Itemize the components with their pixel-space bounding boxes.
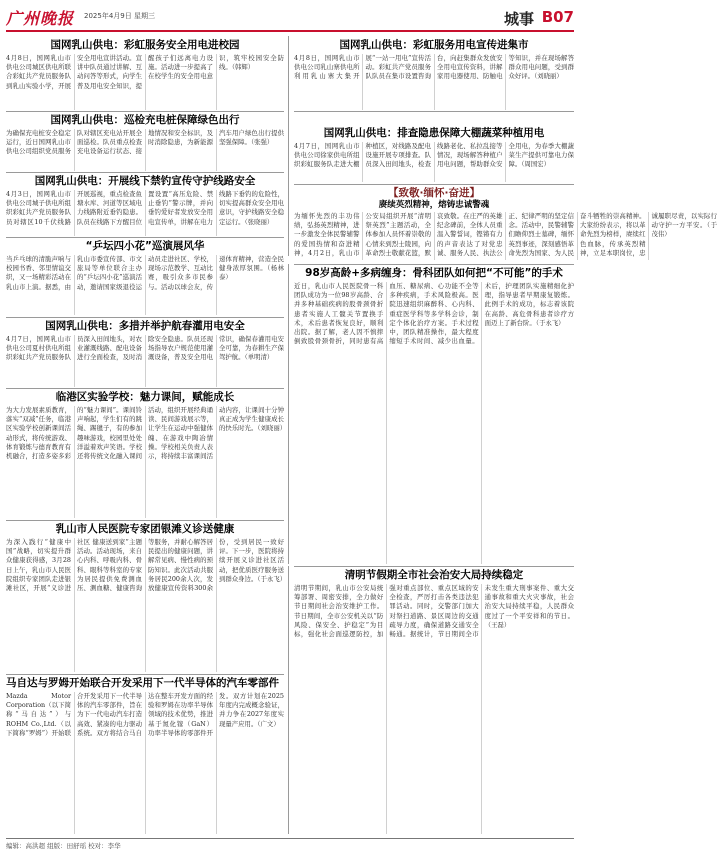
article-subhead: 赓续英烈精神，熔铸忠诚警魂 bbox=[378, 200, 490, 210]
article-body: 为确保充电桩安全稳定运行，近日国网乳山市供电公司组织党员服务队对辖区充电站开展全面巡检。队员重点检查充电设备运行状态、接地情况和安全标识，及时消除隐患，为新能源汽车用户绿色出行提供坚强保障。（张强） bbox=[6, 129, 284, 156]
article-no-fishing bbox=[6, 174, 284, 236]
article-charging-pile bbox=[6, 113, 284, 171]
page-number: B07 bbox=[541, 8, 574, 26]
article-headline: 清明节假期全市社会治安大局持续稳定 bbox=[344, 569, 524, 581]
editor-credits: 编辑：高洪超 组版：田舒瑶 校对：李华 bbox=[6, 842, 121, 850]
article-headline: 临港区实验学校：魅力课间，赋能成长 bbox=[55, 391, 235, 403]
article-martyrs-tribute bbox=[294, 186, 717, 262]
rule bbox=[6, 520, 284, 521]
rule bbox=[6, 111, 284, 112]
article-market-publicity bbox=[294, 38, 574, 110]
article-headline: “乒坛四小花”巡演展风华 bbox=[85, 240, 205, 252]
article-body: 4月7日，国网乳山市供电公司徐家供电所组织彩虹服务队走进大棚种植区，对线路及配电设施开展专项排查。队员深入田间地头，检查线路老化、私拉乱接等情况，现场解答种植户用电问题，帮助群众安全用电，为春季大棚蔬菜生产提供可靠电力保障。（周国宏） bbox=[294, 142, 574, 169]
newspaper-logo: 广州晚报 bbox=[6, 9, 75, 28]
article-headline: 国网乳山供电：彩虹服务安全用电进校园 bbox=[50, 39, 240, 51]
article-body: 为大力发展素质教育，落实“双减”任务，临港区实验学校创新课间活动形式，将传统游戏、体育锻炼与德育教育有机融合，打造多姿多彩的“魅力课间”。课间铃声响起，学生们有的跳绳、踢毽子，有的参加趣味游戏，校园里处处洋溢着欢声笑语。学校还将传统文化融入课间活动，组织开展经典诵读、民间游戏展示等，让学生在运动中强健体魄、在游戏中陶冶情操。学校相关负责人表示，将持续丰富课间活动内容，让课间十分钟真正成为学生健康成长的快乐时光。（刘晓丽） bbox=[6, 406, 287, 461]
rule bbox=[6, 317, 284, 318]
article-headline: 国网乳山供电：彩虹服务用电宣传进集市 bbox=[339, 39, 529, 51]
rule bbox=[294, 264, 574, 265]
article-body: 为缅怀先烈的丰功伟绩，弘扬英烈精神，进一步激发全体民警辅警的爱国热情和奋进精神，4月2日，乳山市公安局组织开展“清明祭英烈”主题活动，全体参加人员怀着崇敬的心情来到烈士陵园，向革命烈士敬献花篮，默哀致敬。在庄严的英雄纪念碑前，全体人员重温入警誓词，铿锵有力的声音表达了对党忠诚、服务人民、执法公正、纪律严明的坚定信念。活动中，民警辅警们瞻仰烈士墓碑，缅怀英烈事迹，深刻感悟革命先烈为国家、为人民奋斗牺牲的崇高精神。大家纷纷表示，将以革命先烈为榜样，赓续红色血脉，传承英烈精神，立足本职岗位，忠诚履职尽责，以实际行动守护一方平安。（于茂伟） bbox=[294, 212, 717, 257]
page-footer bbox=[6, 838, 574, 850]
article-body: 4月3日，国网乳山市供电公司城子供电所组织彩虹共产党员服务队员对辖区10千伏线路开展巡视，重点检查鱼塘水库、河道等区域电力线路附近垂钓隐患。队员在线路下方醒目位置设置“高压危险、禁止垂钓”警示牌，并向垂钓爱好者发放安全用电宣传单，讲解在电力线路下垂钓的危险性，切实提高群众安全用电意识，守护线路安全稳定运行。（张晓丽） bbox=[6, 190, 284, 226]
article-body: Mazda Motor Corporation（以下简称“马自达”）与ROHM Co.,Ltd.（以下简称“罗姆”）开始联合开发采用下一代半导体的汽车零部件，旨在为下一代电动汽车打造高效、紧凑的电力驱动系统。双方将结合马自达在整车开发方面的经验和罗姆在功率半导体领域的技术优势，推进基于氮化镓（GaN）功率半导体的零部件开发。双方计划在2025年度内完成概念验证，并力争在2027年度实现量产应用。（广文） bbox=[6, 692, 284, 737]
article-headline: 乳山市人民医院专家团银滩义诊送健康 bbox=[55, 523, 235, 535]
section-name: 城事 bbox=[503, 10, 534, 28]
rule bbox=[6, 172, 284, 173]
article-greenhouse bbox=[294, 126, 574, 182]
issue-date: 2025年4月9日 星期三 bbox=[84, 12, 155, 20]
article-body: 近日，乳山市人民医院骨一科团队成功为一位98岁高龄、合并多种基础疾病的股骨颈骨折患者实施人工髋关节置换手术，术后患者恢复良好，顺利出院。据了解，老人因不慎摔倒致股骨颈骨折，同时患有高血压、糖尿病、心功能不全等多种疾病，手术风险极高。医院迅速组织麻醉科、心内科、重症医学科等多学科会诊，制定个体化治疗方案。手术过程中，团队精准操作，最大程度缩短手术时间、减少出血量。术后，护理团队实施精细化护理，指导患者早期康复锻炼。此例手术的成功，标志着该院在高龄、高危骨科患者诊疗方面迈上了新台阶。（于永飞） bbox=[294, 282, 574, 346]
column-divider bbox=[288, 264, 289, 564]
rule bbox=[294, 111, 574, 112]
column-divider bbox=[288, 36, 289, 256]
article-body: 4月8日，国网乳山市供电公司乳山寨供电所利用乳山寨大集开展“一站一用电”宣传活动。彩虹共产党员服务队队员在集市设置咨询台，向赶集群众发放安全用电宣传资料，讲解家用电器使用、防触电等知识，并在现场解答群众用电问题，受到群众好评。（刘晓丽） bbox=[294, 54, 574, 81]
article-headline: 98岁高龄+多病缠身：骨科团队如何把“不可能”的手术 bbox=[305, 267, 563, 279]
article-body: 4月8日，国网乳山市供电公司城区供电所联合彩虹共产党员服务队到乳山实验小学，开展安全用电宣讲活动。宣讲中队员通过讲解、互动问答等形式，向学生普及用电安全知识，提醒孩子们远离电力设施。活动进一步提高了在校学生的安全用电意识，筑牢校园安全防线。（韩辉） bbox=[6, 54, 284, 90]
article-body: 4月7日，国网乳山市供电公司夏村供电所组织彩虹共产党员服务队员深入田间地头，对农业灌溉线路、配电设备进行全面检查，及时消除安全隐患。队员还现场指导农户规范使用灌溉设备，普及安全用电常识，确保春灌用电安全可靠，为春耕生产保驾护航。（单明清） bbox=[6, 335, 284, 362]
article-qingming-security bbox=[294, 568, 574, 834]
article-mazda-rohm bbox=[6, 676, 284, 834]
rule bbox=[294, 566, 574, 567]
article-body: 清明节期间，乳山市公安局统筹部署、周密安排，全力做好节日期间社会治安维护工作。节日期间，全市公安机关以“防风险、保安全、护稳定”为目标，强化社会面巡逻防控，加强对重点部位、重点区域的安全检查，严厉打击各类违法犯罪活动。同时，交警部门加大对祭扫道路、景区周边的交通疏导力度，确保道路交通安全畅通。据统计，节日期间全市未发生重大刑事案件、重大交通事故和重大火灾事故，社会治安大局持续平稳，人民群众度过了一个平安祥和的节日。（王磊） bbox=[294, 584, 574, 639]
article-school-break bbox=[6, 390, 287, 518]
article-headline: 国网乳山供电：开展线下禁钓宣传守护线路安全 bbox=[34, 175, 256, 187]
masthead-rule bbox=[6, 30, 574, 32]
rule bbox=[6, 674, 284, 675]
article-body: 当乒乓球的清脆声响与校园书香、邻里情谊交织，又一场精彩活动在乳山市上演。据悉，由乳山市委宣传部、市文旅局等单位联合主办的“乒坛四小花”巡演活动，邀请国家级退役运动员走进社区、学校，现场示范教学、互动比赛，吸引众多市民参与。活动以球会友，传递体育精神，营造全民健身浓厚氛围。（杨林泰） bbox=[6, 255, 284, 291]
article-headline: 国网乳山供电：巡检充电桩保障绿色出行 bbox=[50, 114, 240, 126]
rule bbox=[294, 184, 574, 185]
article-free-clinic bbox=[6, 522, 287, 672]
column-divider bbox=[288, 566, 289, 834]
article-headline: 马自达与罗姆开始联合开发采用下一代半导体的汽车零部件 bbox=[6, 677, 279, 689]
article-spring-irrigation bbox=[6, 319, 284, 387]
rule bbox=[6, 237, 284, 238]
masthead bbox=[6, 6, 574, 30]
article-campus-safety bbox=[6, 38, 284, 110]
rule bbox=[6, 388, 284, 389]
article-pingpong bbox=[6, 239, 284, 315]
article-headline: 【致敬·缅怀·奋进】 bbox=[388, 187, 480, 199]
article-headline: 国网乳山供电：排查隐患保障大棚蔬菜种植用电 bbox=[323, 127, 545, 139]
article-body: 为深入践行“健康中国”战略，切实提升群众健康获得感，3月28日上午，乳山市人民医院组织专家团队走进银滩社区，开展“义诊进社区 健康送到家”主题活动。活动现场，来自心内科、呼吸内科、骨科、眼科等科室的专家为居民提供免费测血压、测血糖、健康咨询等服务，并耐心解答居民提出的健康问题，讲解常见病、慢性病的预防知识。此次活动共服务居民200余人次，发放健康宣传资料300余份，受到居民一致好评。下一步，医院将持续开展义诊进社区活动，把优质医疗服务送到群众身边。（于永飞） bbox=[6, 538, 287, 593]
article-headline: 国网乳山供电：多措并举护航春灌用电安全 bbox=[45, 320, 245, 332]
article-elderly-surgery bbox=[294, 266, 574, 564]
